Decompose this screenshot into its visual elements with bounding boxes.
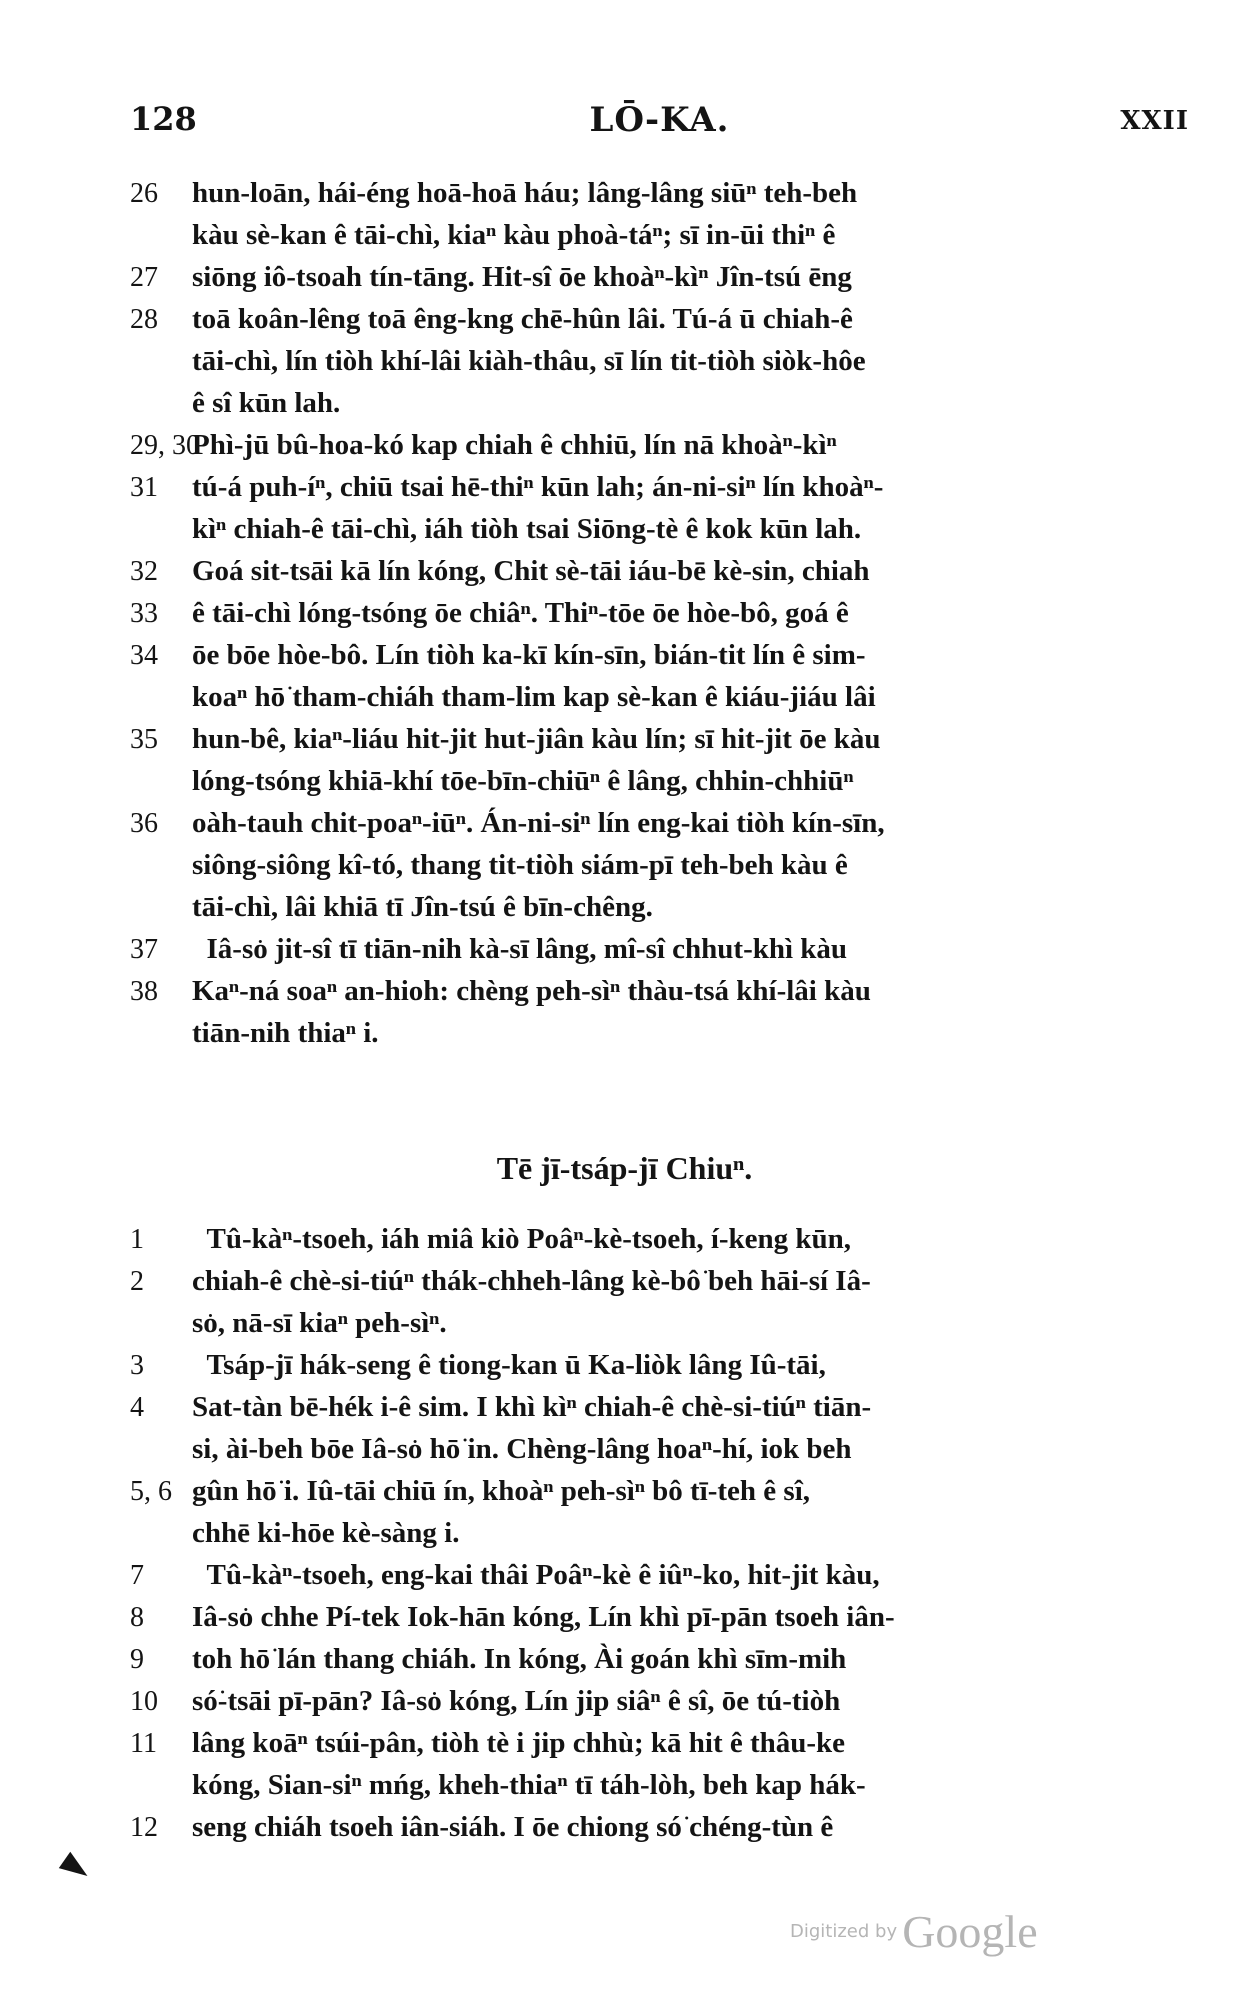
- line-text: Iâ-so͘ jit-sî tī tiān-nih kà-sī lâng, mî-sî chhut-khì kàu: [192, 933, 848, 965]
- line-text: Tû-kàⁿ-tsoeh, eng-kai thâi Poâⁿ-kè ê iûⁿ-ko, hit-jit kàu,: [192, 1559, 880, 1591]
- chapter-number: XXII: [1120, 106, 1189, 136]
- verse-number: 9: [130, 1644, 144, 1675]
- line-text: siông-siông kî-tó, thang tit-tiòh siám-pī teh-beh kàu ê: [192, 849, 848, 881]
- verse-number: 27: [130, 262, 158, 293]
- text-line: [130, 466, 1210, 508]
- running-title: LŌ-KA.: [589, 100, 730, 140]
- text-line: [130, 1680, 1210, 1722]
- digitized-label: Digitized by: [790, 1921, 898, 1942]
- text-block-chapter-22: [130, 1218, 1210, 1848]
- line-text: lóng-tsóng khiā-khí tōe-bīn-chiūⁿ ê lâng, chhin-chhiūⁿ: [192, 765, 854, 797]
- line-text: tāi-chì, lín tiòh khí-lâi kiàh-thâu, sī lín tit-tiòh siòk-hôe: [192, 345, 866, 377]
- verse-number: 11: [130, 1728, 157, 1759]
- text-line: [130, 424, 1210, 466]
- text-line: [130, 1428, 1210, 1470]
- line-text: si, ài-beh bōe Iâ-so͘ hō͘ in. Chèng-lâng hoaⁿ-hí, iok beh: [192, 1433, 852, 1465]
- verse-number: 26: [130, 178, 158, 209]
- page-header: [130, 100, 1189, 150]
- text-line: [130, 1764, 1210, 1806]
- chapter-heading: Tē jī-tsáp-jī Chiuⁿ.: [496, 1150, 753, 1186]
- verse-number: 4: [130, 1392, 144, 1423]
- text-line: [130, 592, 1210, 634]
- text-line: [130, 970, 1210, 1012]
- verse-number: 1: [130, 1224, 144, 1255]
- line-text: ōe bōe hòe-bô. Lín tiòh ka-kī kín-sīn, bián-tit lín ê sim-: [192, 639, 866, 671]
- digitized-watermark: [790, 1905, 1038, 1958]
- verse-number: 29, 30: [130, 430, 200, 461]
- verse-number: 8: [130, 1602, 144, 1633]
- text-block-chapter-21-end: [130, 172, 1210, 1054]
- text-line: [130, 1722, 1210, 1764]
- text-line: [130, 1260, 1210, 1302]
- text-line: [130, 928, 1210, 970]
- verse-number: 5, 6: [130, 1476, 172, 1507]
- text-line: [130, 1512, 1210, 1554]
- text-line: [130, 550, 1210, 592]
- text-line: [130, 1218, 1210, 1260]
- verse-number: 36: [130, 808, 158, 839]
- text-line: [130, 1302, 1210, 1344]
- verse-number: 3: [130, 1350, 144, 1381]
- line-text: hun-bê, kiaⁿ-liáu hit-jit hut-jiân kàu lín; sī hit-jit ōe kàu: [192, 723, 881, 755]
- line-text: Goá sit-tsāi kā lín kóng, Chit sè-tāi iáu-bē kè-sin, chiah: [192, 555, 870, 587]
- text-line: [130, 802, 1210, 844]
- line-text: seng chiáh tsoeh iân-siáh. I ōe chiong só͘ chéng-tùn ê: [192, 1811, 834, 1843]
- text-line: [130, 676, 1210, 718]
- page-number: 128: [130, 100, 197, 138]
- line-text: kìⁿ chiah-ê tāi-chì, iáh tiòh tsai Siōng-tè ê kok kūn lah.: [192, 513, 862, 545]
- text-line: [130, 844, 1210, 886]
- text-line: [130, 1554, 1210, 1596]
- text-line: [130, 886, 1210, 928]
- text-line: [130, 1012, 1210, 1054]
- text-line: [130, 1806, 1210, 1848]
- line-text: so͘, nā-sī kiaⁿ peh-sìⁿ.: [192, 1307, 447, 1339]
- verse-number: 10: [130, 1686, 158, 1717]
- line-text: hun-loān, hái-éng hoā-hoā háu; lâng-lâng siūⁿ teh-beh: [192, 177, 858, 209]
- text-line: [130, 256, 1210, 298]
- text-line: [130, 382, 1210, 424]
- line-text: Iâ-so͘ chhe Pí-tek Iok-hān kóng, Lín khì pī-pān tsoeh iân-: [192, 1601, 895, 1633]
- text-line: [130, 298, 1210, 340]
- verse-number: 2: [130, 1266, 144, 1297]
- verse-number: 33: [130, 598, 158, 629]
- line-text: gûn hō͘ i. Iû-tāi chiū ín, khoàⁿ peh-sìⁿ bô tī-teh ê sî,: [192, 1475, 811, 1507]
- line-text: Tsáp-jī hák-seng ê tiong-kan ū Ka-liòk lâng Iû-tāi,: [192, 1349, 826, 1381]
- verse-number: 7: [130, 1560, 144, 1591]
- line-text: só͘-tsāi pī-pān? Iâ-so͘ kóng, Lín jip siâⁿ ê sî, ōe tú-tiòh: [192, 1685, 841, 1717]
- verse-number: 12: [130, 1812, 158, 1843]
- verse-number: 32: [130, 556, 158, 587]
- verse-number: 35: [130, 724, 158, 755]
- verse-number: 37: [130, 934, 158, 965]
- verse-number: 28: [130, 304, 158, 335]
- line-text: ê tāi-chì lóng-tsóng ōe chiâⁿ. Thiⁿ-tōe ōe hòe-bô, goá ê: [192, 597, 849, 629]
- verse-number: 38: [130, 976, 158, 1007]
- google-logo-text: Google: [902, 1906, 1038, 1957]
- line-text: Sat-tàn bē-hék i-ê sim. I khì kìⁿ chiah-ê chè-si-tiúⁿ tiān-: [192, 1391, 872, 1423]
- margin-mark-icon: [59, 1852, 93, 1884]
- line-text: toā koân-lêng toā êng-kng chē-hûn lâi. Tú-á ū chiah-ê: [192, 303, 853, 335]
- line-text: chhē ki-hōe kè-sàng i.: [192, 1517, 460, 1549]
- line-text: ê sî kūn lah.: [192, 387, 341, 419]
- text-line: [130, 634, 1210, 676]
- text-line: [130, 1386, 1210, 1428]
- text-line: [130, 1638, 1210, 1680]
- text-line: [130, 172, 1210, 214]
- text-line: [130, 340, 1210, 382]
- line-text: koaⁿ hō͘ tham-chiáh tham-lim kap sè-kan ê kiáu-jiáu lâi: [192, 681, 876, 713]
- line-text: kàu sè-kan ê tāi-chì, kiaⁿ kàu phoà-táⁿ; sī in-ūi thiⁿ ê: [192, 219, 836, 251]
- line-text: tāi-chì, lâi khiā tī Jîn-tsú ê bīn-chêng.: [192, 891, 653, 923]
- line-text: Tû-kàⁿ-tsoeh, iáh miâ kiò Poâⁿ-kè-tsoeh, í-keng kūn,: [192, 1223, 852, 1255]
- line-text: toh hō͘ lán thang chiáh. In kóng, Ài goán khì sīm-mih: [192, 1643, 847, 1675]
- text-line: [130, 508, 1210, 550]
- line-text: Kaⁿ-ná soaⁿ an-hioh: chèng peh-sìⁿ thàu-tsá khí-lâi kàu: [192, 975, 871, 1007]
- line-text: Phì-jū bû-hoa-kó kap chiah ê chhiū, lín nā khoàⁿ-kìⁿ: [192, 429, 837, 461]
- text-line: [130, 214, 1210, 256]
- line-text: lâng koāⁿ tsúi-pân, tiòh tè i jip chhù; kā hit ê thâu-ke: [192, 1727, 846, 1759]
- line-text: chiah-ê chè-si-tiúⁿ thák-chheh-lâng kè-bô͘ beh hāi-sí Iâ-: [192, 1265, 871, 1297]
- text-line: [130, 1344, 1210, 1386]
- text-line: [130, 760, 1210, 802]
- text-line: [130, 718, 1210, 760]
- line-text: tiān-nih thiaⁿ i.: [192, 1017, 379, 1049]
- verse-number: 31: [130, 472, 158, 503]
- verse-number: 34: [130, 640, 158, 671]
- line-text: tú-á puh-íⁿ, chiū tsai hē-thiⁿ kūn lah; án-ni-siⁿ lín khoàⁿ-: [192, 471, 884, 503]
- line-text: kóng, Sian-siⁿ mńg, kheh-thiaⁿ tī táh-lòh, beh kap hák-: [192, 1769, 866, 1801]
- line-text: oàh-tauh chit-poaⁿ-iūⁿ. Án-ni-siⁿ lín eng-kai tiòh kín-sīn,: [192, 807, 885, 839]
- text-line: [130, 1470, 1210, 1512]
- line-text: siōng iô-tsoah tín-tāng. Hit-sî ōe khoàⁿ-kìⁿ Jîn-tsú ēng: [192, 261, 852, 293]
- text-line: [130, 1596, 1210, 1638]
